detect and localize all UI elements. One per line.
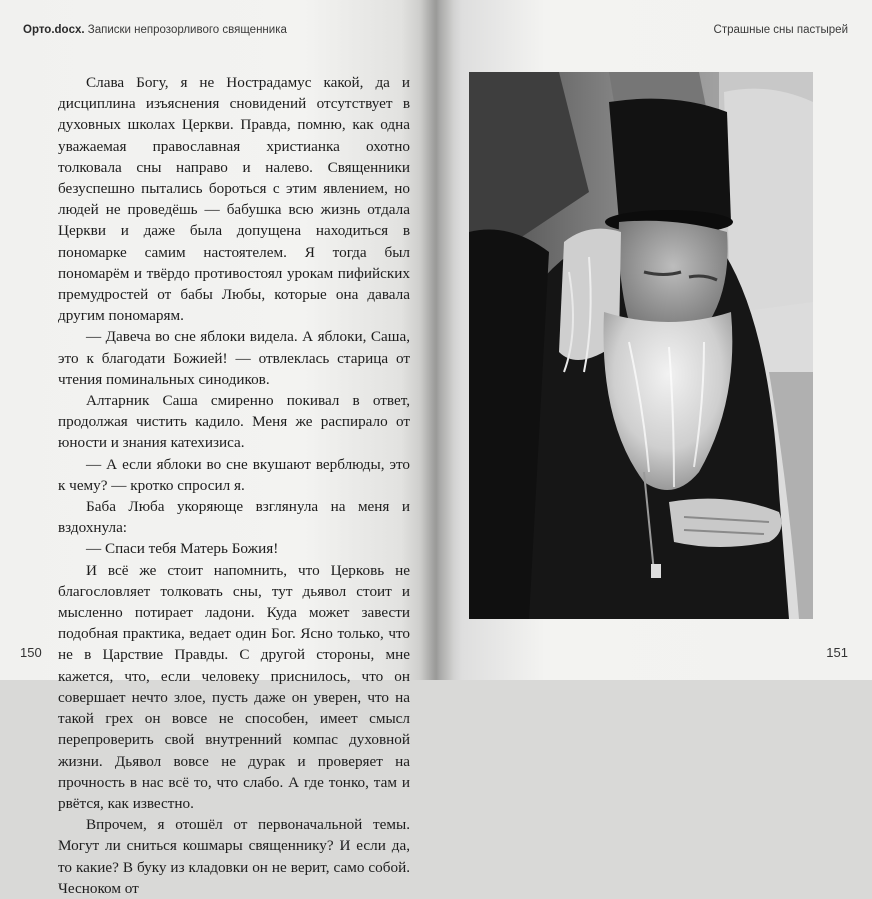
- paragraph: Алтарник Саша смиренно покивал в ответ, продолжая чистить кадило. Меня же распирало от юности и знания катехизиса.: [58, 392, 410, 452]
- running-head-left: [23, 24, 287, 36]
- body-text: [58, 72, 410, 899]
- monk-photo: [469, 72, 813, 619]
- paragraph: Впрочем, я отошёл от первоначальной темы. Могут ли сниться кошмары священнику? И если да, то какие? В буку из кладовки он не верит, само собой. Чесноком от: [58, 816, 410, 897]
- paragraph: Слава Богу, я не Нострадамус какой, да и дисциплина изъяснения сновидений отсутствует в духовных школах Церкви. Правда, помню, как одна уважаемая православная христианка охотно толковала сны направо и налево. Священники безуспешно пытались бороться с этим явлением, но людей не проведёшь — бабушка всю жизнь отдала Церкви и даже была допущена находиться в пономарке самим настоятелем. Я тогда был пономарём и твёрдо противостоял урокам пифийских премудростей от бабы Любы, которые она давала другим пономарям.: [58, 74, 410, 325]
- paragraph: — Спаси тебя Матерь Божия!: [86, 540, 279, 558]
- paragraph: — Давеча во сне яблоки видела. А яблоки, Саша, это к благодати Божией! — отвлеклась старица от чтения поминальных синодиков.: [58, 328, 410, 388]
- page-number-left: 150: [20, 645, 42, 660]
- book-title: Записки непрозорливого священника: [87, 24, 287, 36]
- page-number-right: 151: [826, 645, 848, 660]
- left-page: [0, 0, 436, 897]
- paragraph: И всё же стоит напомнить, что Церковь не благословляет толковать сны, тут дьявол стоит и мысленно потирает ладони. Куда может завести подобная практика, ведает один Бог. Ясно только, что не в Царствие Правды. С другой стороны, мне кажется, что, если человеку приснилось, что он совершает нечто злое, пусть даже он уверен, что на такой грех он вовсе не способен, имеет смысл перепроверить свой внутренний компас духовной жизни. Дьявол вовсе не дурак и проверяет на прочность в нас всё то, что слабо. А где тонко, там и рвётся, как известно.: [58, 561, 410, 812]
- paragraph: Баба Люба укоряюще взглянула на меня и вздохнула:: [58, 498, 410, 537]
- running-head-right: Страшные сны пастырей: [713, 24, 848, 36]
- right-page: [436, 0, 872, 680]
- book-brand: Орто.docx.: [23, 24, 85, 36]
- paragraph: — А если яблоки во сне вкушают верблюды, это к чему? — кротко спросил я.: [58, 455, 410, 494]
